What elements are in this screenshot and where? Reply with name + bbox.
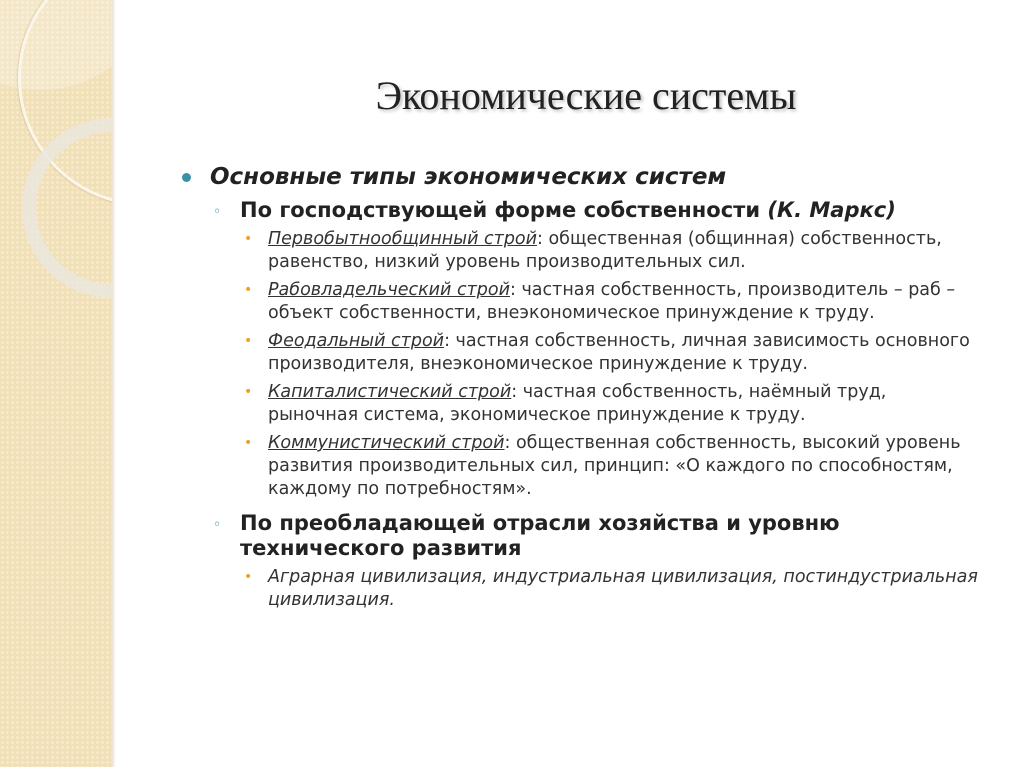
bullet-level2 [213, 198, 930, 223]
term: Коммунистический строй [268, 433, 505, 453]
slide-title: Экономические системы [375, 73, 797, 118]
decorative-side-panel [0, 0, 112, 767]
small-bullet-icon: • [244, 569, 253, 585]
small-bullet-icon: • [244, 231, 253, 247]
small-bullet-icon: • [244, 384, 253, 400]
list-item [244, 432, 978, 501]
definition: : частная собственность, наёмный труд, рыночная система, экономическое принуждение к труду. [268, 382, 887, 425]
group1-heading: По господствующей форме собственности [240, 198, 761, 222]
definition: : общественная собственность, высокий уровень развития производительных сил, принцип: «О каждого по способностям, каждому по потребностям». [268, 433, 961, 499]
list-item [244, 381, 978, 427]
term: Рабовладельческий строй [268, 280, 510, 300]
decorative-ring [22, 118, 112, 298]
small-bullet-icon: • [244, 435, 253, 451]
small-bullet-icon: • [244, 333, 253, 349]
list-item [244, 566, 978, 612]
definition: : частная собственность, личная зависимость основного производителя, внеэкономическое принуждение к труду. [268, 331, 970, 374]
term: Капиталистический строй [268, 382, 512, 402]
definition: : общественная (общинная) собственность, равенство, низкий уровень производительных сил. [268, 229, 942, 272]
list-item [244, 279, 978, 325]
bullet-level1 [178, 162, 998, 192]
list-item [244, 330, 978, 376]
ring-bullet-icon: ◦ [213, 204, 222, 220]
group2-heading: По преобладающей отрасли хозяйства и уровню технического развития [240, 511, 840, 560]
ring-bullet-icon: ◦ [213, 517, 222, 533]
small-bullet-icon: • [244, 282, 253, 298]
definition: : частная собственность, производитель – раб – объект собственности, внеэкономическое принуждение к труду. [268, 280, 956, 323]
bullet-level2 [213, 511, 930, 561]
term: Первобытнообщинный строй [268, 229, 538, 249]
term: Феодальный строй [268, 331, 445, 351]
dot-bullet-icon [182, 173, 191, 182]
slide-content [178, 162, 998, 612]
group1-author: (К. Маркс) [767, 198, 896, 222]
definition: Аграрная цивилизация, индустриальная цивилизация, постиндустриальная цивилизация. [268, 567, 978, 610]
list-item [244, 228, 978, 274]
level1-text: Основные типы экономических систем [210, 164, 727, 190]
